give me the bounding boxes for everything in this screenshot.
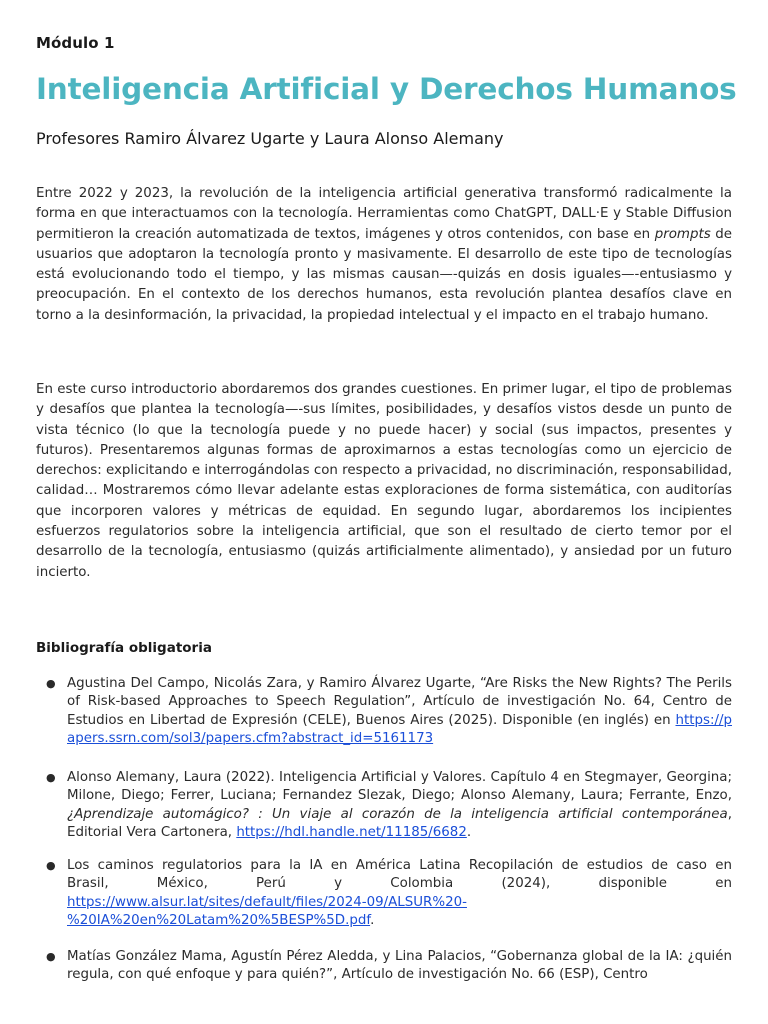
handle-link[interactable]: https://hdl.handle.net/11185/6682 (236, 824, 467, 840)
intro-paragraph-1: Entre 2022 y 2023, la revolución de la inteligencia artificial generativa transformó radicalmente la forma en que interactuamos con la tecnología. Herramientas como ChatGPT, DALL·E y Stable Diffusion permitieron la creación automatizada de textos, imágenes y otros contenidos, con base en prompts de usuarios que adoptaron la tecnología pronto y masivamente. El desarrollo de este tipo de tecnologías está evolucionando todo el tiempo, y las mismas causan—-quizás en dosis iguales—-entusiasmo y preocupación. En el contexto de los derechos humanos, esta revolución plantea desafíos clave en torno a la desinformación, la privacidad, la propiedad intelectual y el impacto en el trabajo humano. (36, 186, 733, 323)
bibliography-item: ● Matías González Mama, Agustín Pérez Aledda, y Lina Palacios, “Gobernanza global de la IA: ¿quién regula, con qué enfoque y para quién?”, Artículo de investigación No. 66 (ESP), Centro (46, 949, 732, 983)
bibliography-heading: Bibliografía obligatoria (36, 640, 212, 656)
bibliography-item: ● Agustina Del Campo, Nicolás Zara, y Ramiro Álvarez Ugarte, “Are Risks the New Rights? The Perils of Risk-based Approaches to Speech Regulation”, Artículo de investigación No. 64, Centro de Estudios en Libertad de Expresión (CELE), Buenos Aires (2025). Disponible (en inglés) en https://papers.ssrn.com/sol3/papers.cfm?abstract_id=5161173 (46, 676, 732, 746)
alsur-link[interactable]: https://www.alsur.lat/sites/default/files/2024-09/ALSUR%20- %20IA%20en%20Latam%20%5BESP%5D.pdf (67, 894, 467, 928)
module-label: Módulo 1 (36, 34, 115, 52)
professors-line: Profesores Ramiro Álvarez Ugarte y Laura Alonso Alemany (36, 129, 504, 148)
page-title: Inteligencia Artificial y Derechos Humanos (36, 72, 737, 106)
ssrn-link[interactable]: https://papers.ssrn.com/sol3/papers.cfm?abstract_id=5161173 (67, 712, 732, 746)
intro-paragraph-2: En este curso introductorio abordaremos dos grandes cuestiones. En primer lugar, el tipo de problemas y desafíos que plantea la tecnología—-sus límites, posibilidades, y desafíos vistos desde un punto de vista técnico (lo que la tecnología puede y no puede hacer) y social (sus impactos, presentes y futuros). Presentaremos algunas formas de aproximarnos a estas tecnologías como un ejercicio de derechos: explicitando e interrogándolas con respecto a privacidad, no discriminación, responsabilidad, calidad… Mostraremos cómo llevar adelante estas exploraciones de forma sistemática, con auditorías que incorporen valores y métricas de equidad. En segundo lugar, abordaremos los incipientes esfuerzos regulatorios sobre la inteligencia artificial, que son el resultado de cierto temor por el desarrollo de la tecnología, entusiasmo (quizás artificialmente alimentado), y ansiedad por un futuro incierto. (36, 382, 732, 580)
bullet-icon: ● (46, 677, 56, 690)
bibliography-item: ● Alonso Alemany, Laura (2022). Inteligencia Artificial y Valores. Capítulo 4 en Stegmayer, Georgina; Milone, Diego; Ferrer, Luciana; Fernandez Slezak, Diego; Alonso Alemany, Laura; Ferrante, Enzo, ¿Aprendizaje automágico? : Un viaje al corazón de la inteligencia artificial contemporánea, Editorial Vera Cartonera, https://hdl.handle.net/11185/6682. (46, 770, 732, 840)
bibliography-item: ● Los caminos regulatorios para la IA en América Latina Recopilación de estudios de caso en Brasil, México, Perú y Colombia (2024), disponible en https://www.alsur.lat/sites/default/files/2024-09/ALSUR%20- %20IA%20en%20Latam%20%5BESP%5D.pdf. (46, 858, 732, 928)
prompts-emphasis: prompts (654, 226, 711, 242)
bullet-icon: ● (46, 950, 56, 963)
bullet-icon: ● (46, 859, 56, 872)
bullet-icon: ● (46, 771, 56, 784)
book-title: ¿Aprendizaje automágico? : Un viaje al corazón de la inteligencia artificial contemporánea (67, 806, 728, 822)
